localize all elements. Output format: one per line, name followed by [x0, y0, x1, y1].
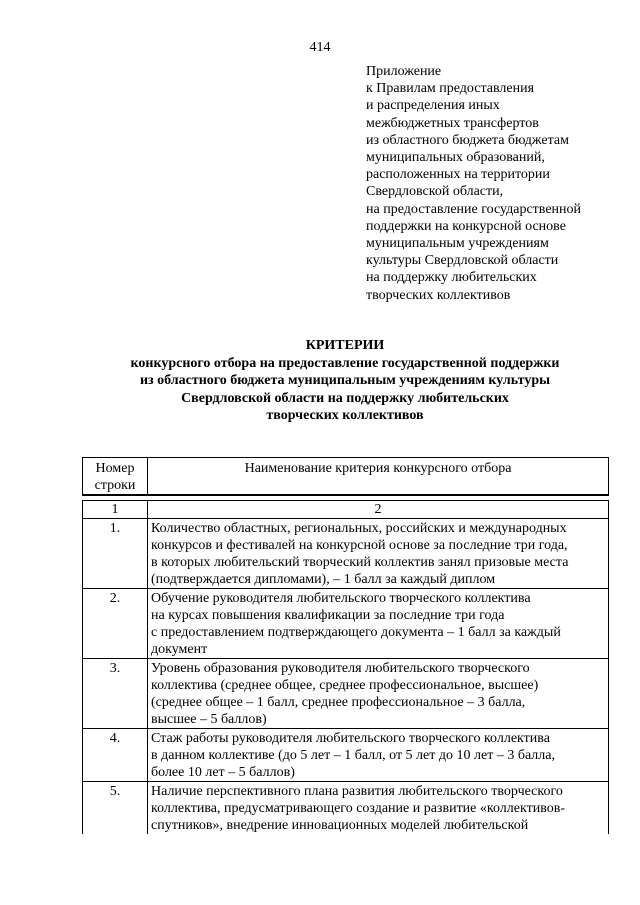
- table-row: [82, 728, 609, 781]
- appendix-line: культуры Свердловской области: [366, 253, 559, 269]
- appendix-line: межбюджетных трансфертов: [366, 115, 539, 131]
- index-cell: 1: [82, 500, 147, 518]
- appendix-line: поддержки на конкурсной основе: [366, 218, 566, 234]
- appendix-line: из областного бюджета бюджетам: [366, 132, 569, 148]
- appendix-line: муниципальных образований,: [366, 150, 545, 166]
- criteria-table: [82, 457, 609, 834]
- row-number: 4.: [82, 728, 147, 781]
- index-cell: 2: [147, 500, 609, 518]
- row-number: 3.: [82, 658, 147, 728]
- table-header-row: [82, 457, 609, 495]
- row-criterion: Наличие перспективного плана развития любительского творческого коллектива, предусматривающего создание и развитие «коллективов- спутников», внедрение инновационных моделей любительской: [147, 781, 609, 834]
- title-line: из областного бюджета муниципальным учреждениям культуры: [139, 373, 551, 389]
- title-line: творческих коллективов: [266, 408, 424, 424]
- row-criterion: Уровень образования руководителя любительского творческого коллектива (среднее общее, среднее профессиональное, высшее) (среднее общее – 1 балл, среднее профессиональное – 3 балла, высшее – 5 баллов): [147, 658, 609, 728]
- appendix-line: на предоставление государственной: [366, 201, 582, 217]
- table-row: [82, 658, 609, 728]
- appendix-line: и распределения иных: [366, 98, 500, 114]
- appendix-line: муниципальным учреждениям: [366, 236, 549, 252]
- row-number: 2.: [82, 588, 147, 658]
- row-number: 1.: [82, 518, 147, 588]
- appendix-block: [366, 63, 626, 304]
- appendix-line: Приложение: [366, 64, 442, 79]
- table-row: [82, 588, 609, 658]
- row-criterion: Количество областных, региональных, российских и международных конкурсов и фестивалей на конкурсной основе за последние три года, в которых любительский творческий коллектив занял призовые места (подтверждается дипломами), – 1 балл за каждый диплом: [147, 518, 609, 588]
- document-title: [0, 337, 640, 425]
- row-number: 5.: [82, 781, 147, 834]
- appendix-line: расположенных на территории: [366, 167, 550, 183]
- page-number: 414: [309, 40, 331, 55]
- appendix-line: к Правилам предоставления: [366, 81, 535, 97]
- header-number: Номер строки: [82, 457, 147, 495]
- column-index-row: [82, 500, 609, 518]
- appendix-line: Свердловской области,: [366, 184, 504, 200]
- title-line: конкурсного отбора на предоставление государственной поддержки: [130, 355, 560, 371]
- table-row: [82, 518, 609, 588]
- row-criterion: Обучение руководителя любительского творческого коллектива на курсах повышения квалификации за последние три года с предоставлением подтверждающего документа – 1 балл за каждый документ: [147, 588, 609, 658]
- table-row: [82, 781, 609, 834]
- title-heading: КРИТЕРИИ: [305, 338, 385, 353]
- appendix-line: творческих коллективов: [366, 287, 511, 303]
- appendix-line: на поддержку любительских: [366, 270, 537, 286]
- row-criterion: Стаж работы руководителя любительского творческого коллектива в данном коллективе (до 5 лет – 1 балл, от 5 лет до 10 лет – 3 балла, более 10 лет – 5 баллов): [147, 728, 609, 781]
- header-name: Наименование критерия конкурсного отбора: [147, 457, 609, 495]
- title-line: Свердловской области на поддержку любительских: [181, 390, 509, 406]
